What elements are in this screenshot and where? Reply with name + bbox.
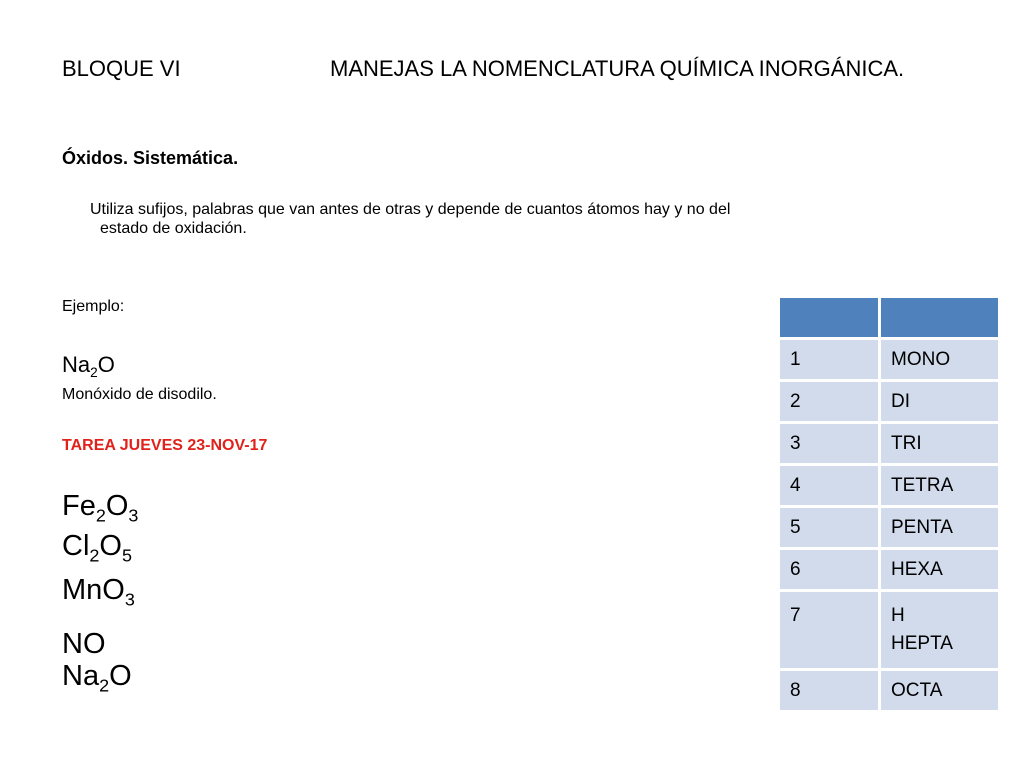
description-line-1: Utiliza sufijos, palabras que van antes de otras y depende de cuantos átomos hay y no del xyxy=(90,201,731,218)
homework-formula xyxy=(62,574,135,610)
formula-part: Fe xyxy=(62,490,96,522)
prefix-line: HEPTA xyxy=(891,633,953,654)
homework-formula xyxy=(62,628,106,661)
homework-formula xyxy=(62,660,132,696)
formula-part: O xyxy=(109,660,132,692)
example-name: Monóxido de disodilo. xyxy=(62,386,217,403)
formula-subscript: 5 xyxy=(121,545,132,566)
table-header-cell xyxy=(780,298,878,337)
formula-part: Na xyxy=(62,352,91,377)
table-row xyxy=(780,382,998,421)
table-header-cell xyxy=(881,298,998,337)
number-cell: 7 xyxy=(780,592,878,668)
number-cell: 8 xyxy=(780,671,878,710)
formula-subscript: 2 xyxy=(95,505,106,526)
example-label: Ejemplo: xyxy=(62,298,125,315)
description xyxy=(62,200,962,238)
prefix-line: H xyxy=(891,605,905,626)
prefix-cell: MONO xyxy=(881,340,998,379)
table-row xyxy=(780,508,998,547)
formula-part: Na xyxy=(62,660,100,692)
number-cell: 5 xyxy=(780,508,878,547)
prefix-cell: DI xyxy=(881,382,998,421)
formula-subscript: 2 xyxy=(90,364,98,380)
table-row xyxy=(780,340,998,379)
formula-subscript: 3 xyxy=(124,589,135,610)
number-cell: 3 xyxy=(780,424,878,463)
formula-part: NO xyxy=(62,628,106,660)
table-row xyxy=(780,592,998,668)
formula-subscript: 2 xyxy=(89,545,100,566)
number-cell: 4 xyxy=(780,466,878,505)
homework-formula xyxy=(62,490,139,526)
formula-part: O xyxy=(105,490,129,522)
formula-part: O xyxy=(97,352,115,377)
formula-part: MnO xyxy=(62,574,125,606)
table-row xyxy=(780,550,998,589)
formula-part: Cl xyxy=(62,530,90,562)
prefix-cell: HEXA xyxy=(881,550,998,589)
formula-part: O xyxy=(99,530,122,562)
block-title: BLOQUE VI xyxy=(62,56,181,81)
number-cell: 6 xyxy=(780,550,878,589)
topic-title: MANEJAS LA NOMENCLATURA QUÍMICA INORGÁNICA. xyxy=(330,56,905,81)
homework-formula xyxy=(62,530,132,566)
prefix-cell: PENTA xyxy=(881,508,998,547)
prefix-cell: TRI xyxy=(881,424,998,463)
description-line-2: estado de oxidación. xyxy=(100,220,247,237)
prefix-table xyxy=(777,295,1001,713)
formula-subscript: 2 xyxy=(99,675,110,696)
example-formula xyxy=(62,352,115,378)
prefix-cell: TETRA xyxy=(881,466,998,505)
prefix-cell xyxy=(881,592,998,668)
table-row xyxy=(780,671,998,710)
number-cell: 1 xyxy=(780,340,878,379)
table-row xyxy=(780,466,998,505)
formula-subscript: 3 xyxy=(128,505,139,526)
table-row xyxy=(780,424,998,463)
prefix-cell: OCTA xyxy=(881,671,998,710)
homework-label: TAREA JUEVES 23-NOV-17 xyxy=(62,437,268,454)
table-header-row xyxy=(780,298,998,337)
number-cell: 2 xyxy=(780,382,878,421)
section-title: Óxidos. Sistemática. xyxy=(62,148,239,168)
